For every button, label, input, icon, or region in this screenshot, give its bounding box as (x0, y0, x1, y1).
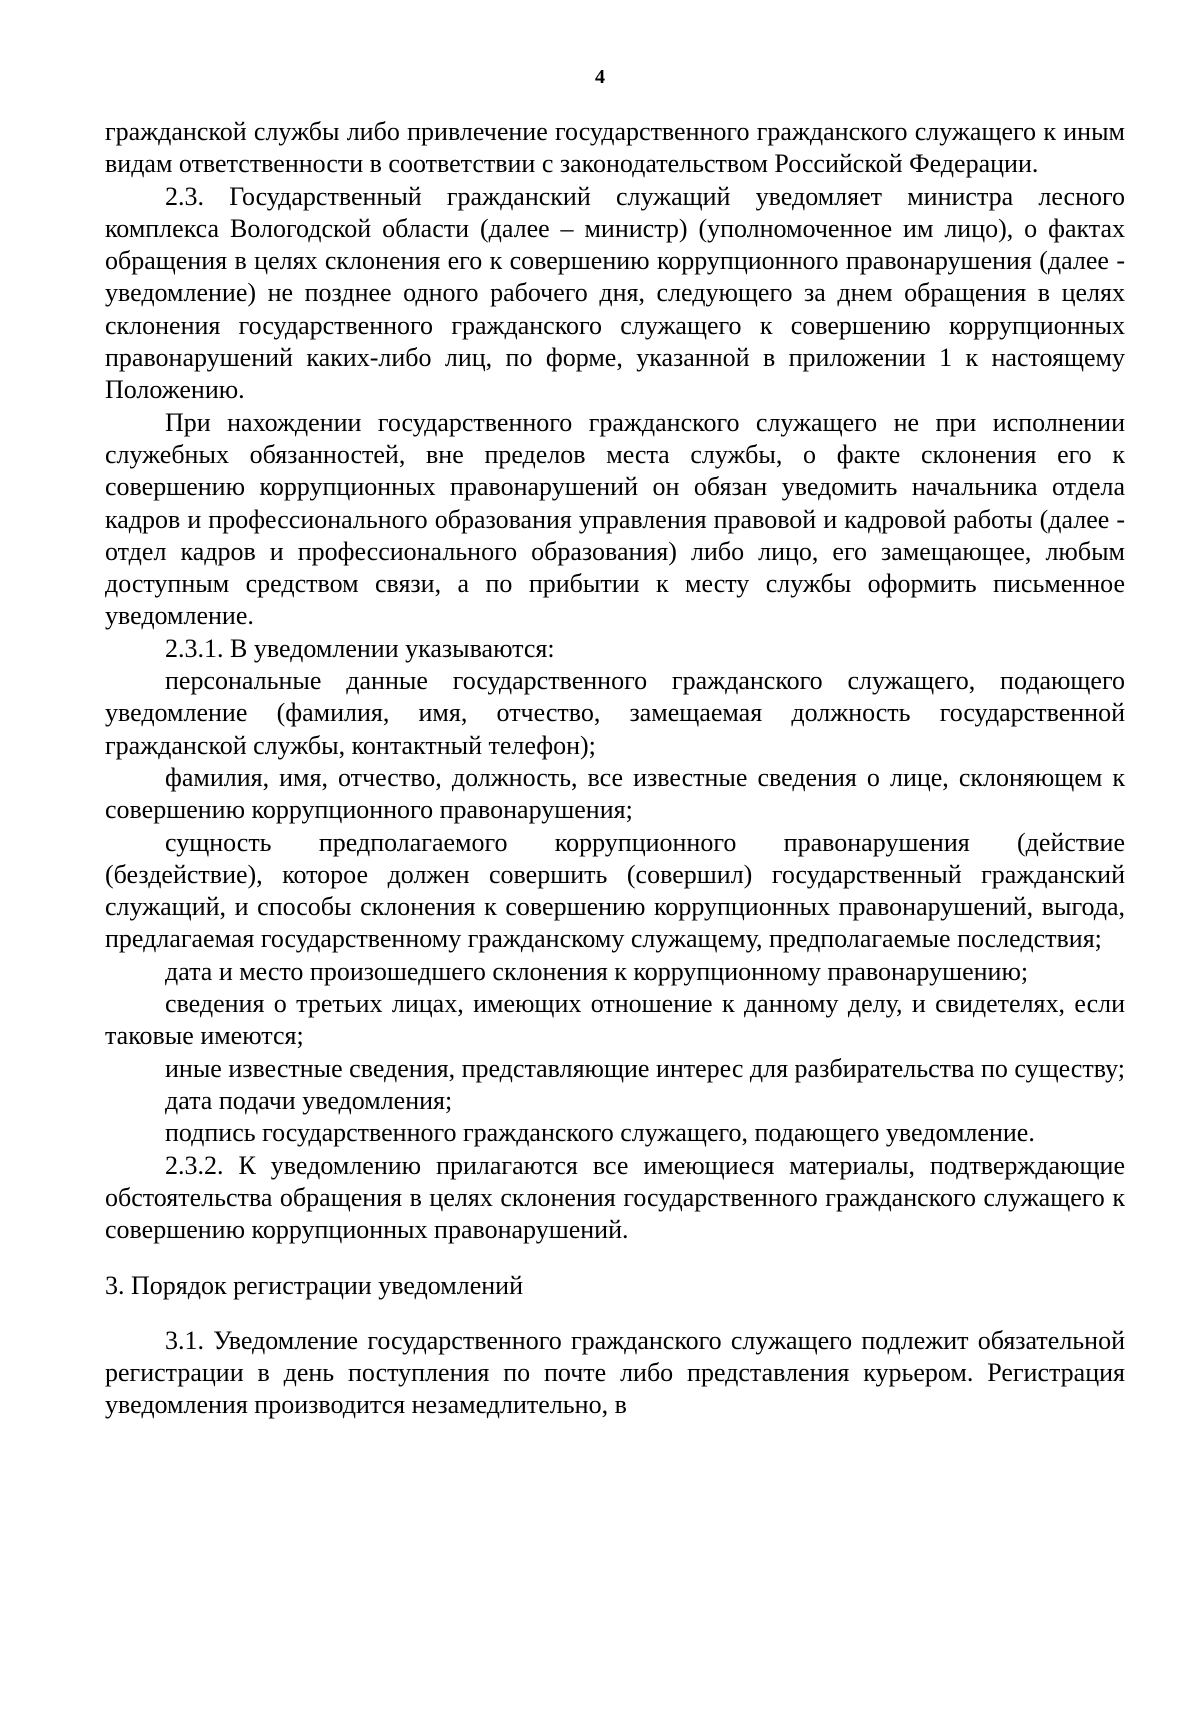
paragraph-3-1: 3.1. Уведомление государственного гражданского служащего подлежит обязательной регистрации в день поступления по почте либо представления курьером. Регистрация уведомления производится незамедлительно, в (105, 1325, 1125, 1420)
section-heading: 3. Порядок регистрации уведомлений (105, 1271, 523, 1301)
paragraph-continuation: гражданской службы либо привлечение государственного гражданского служащего к иным видам ответственности в соответствии с законодательством Российской Федерации. (105, 117, 1125, 179)
list-item-third-parties: сведения о третьих лицах, имеющих отношение к данному делу, и свидетелях, если таковые имеются; (105, 989, 1125, 1051)
list-item-inducer-info: фамилия, имя, отчество, должность, все известные сведения о лице, склоняющем к совершению коррупционного правонарушения; (105, 762, 1125, 825)
paragraph-2-3-2: 2.3.2. К уведомлению прилагаются все имеющиеся материалы, подтверждающие обстоятельства обращения в целях склонения государственного гражданского служащего к совершению коррупционных правонарушений. (105, 1150, 1125, 1245)
paragraph-2-3-1: 2.3.1. В уведомлении указываются: (165, 633, 555, 663)
list-item-other-info: иные известные сведения, представляющие интерес для разбирательства по существу; (165, 1053, 1125, 1083)
paragraph-outside-duty: При нахождении государственного гражданского служащего не при исполнении служебных обязанностей, вне пределов места службы, о факте склонения его к совершению коррупционных правонарушений он обязан уведомить начальника отдела кадров и профессионального образования управления правовой и кадровой работы (далее - отдел кадров и профессионального образования) либо лицо, его замещающее, любым доступным средством связи, а по прибытии к месту службы оформить письменное уведомление. (105, 407, 1125, 631)
list-item-date-place: дата и место произошедшего склонения к коррупционному правонарушению; (165, 956, 1029, 986)
list-item-offense-essence: сущность предполагаемого коррупционного правонарушения (действие (бездействие), которое должен совершить (совершил) государственный гражданский служащий, и способы склонения к совершению коррупционных правонарушений, выгода, предлагаемая государственному гражданскому служащему, предполагаемые последствия; (105, 827, 1125, 954)
document-body (105, 116, 1125, 1422)
page-number: 4 (595, 66, 605, 88)
list-item-submission-date: дата подачи уведомления; (165, 1085, 453, 1115)
list-item-signature: подпись государственного гражданского служащего, подающего уведомление. (165, 1118, 1035, 1148)
list-item-personal-data: персональные данные государственного гражданского служащего, подающего уведомление (фамилия, имя, отчество, замещаемая должность государственной гражданской службы, контактный телефон); (105, 666, 1125, 760)
paragraph-2-3: 2.3. Государственный гражданский служащий уведомляет министра лесного комплекса Вологодской области (далее – министр) (уполномоченное им лицо), о фактах обращения в целях склонения его к совершению коррупционного правонарушения (далее - уведомление) не позднее одного рабочего дня, следующего за днем обращения в целях склонения государственного гражданского служащего к совершению коррупционных правонарушений каких-либо лиц, по форме, указанной в приложении 1 к настоящему Положению. (105, 181, 1125, 405)
